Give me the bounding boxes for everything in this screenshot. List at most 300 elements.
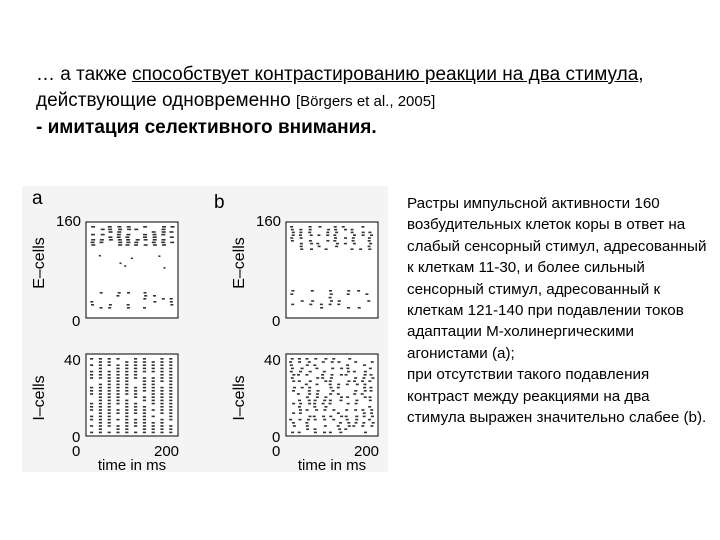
spike-mark: [90, 374, 93, 376]
spike-mark: [292, 390, 295, 392]
spike-mark: [108, 409, 111, 411]
spike-mark: [143, 236, 147, 238]
spike-mark: [99, 432, 102, 434]
spike-mark: [99, 377, 102, 379]
spike-mark: [359, 248, 362, 250]
spike-mark: [315, 409, 318, 411]
spike-mark: [299, 412, 302, 414]
spike-mark: [108, 406, 111, 408]
spike-mark: [332, 390, 335, 392]
spike-mark: [308, 387, 311, 389]
spike-mark: [152, 368, 155, 370]
spike-mark: [353, 393, 356, 395]
spike-mark: [364, 432, 367, 434]
spike-mark: [108, 390, 111, 392]
slide-heading: [36, 62, 706, 141]
spike-mark: [144, 292, 147, 294]
spike-mark: [160, 409, 163, 411]
spike-mark: [290, 226, 293, 228]
spike-mark: [345, 374, 348, 376]
spike-mark: [326, 234, 329, 236]
spike-mark: [152, 380, 155, 382]
spike-mark: [127, 307, 130, 309]
spike-mark: [347, 422, 350, 424]
spike-mark: [152, 377, 155, 379]
spike-mark: [345, 416, 348, 418]
spike-mark: [311, 300, 314, 302]
spike-mark: [99, 371, 102, 373]
i-ytick-top-a: 40: [64, 352, 81, 369]
spike-mark: [362, 232, 365, 234]
spike-mark: [301, 300, 304, 302]
spike-mark: [297, 393, 300, 395]
spike-mark: [291, 304, 294, 306]
spike-mark: [134, 361, 137, 363]
spike-mark: [368, 380, 371, 382]
e-raster-a: [86, 222, 178, 318]
i-raster-b: [286, 354, 378, 436]
spike-mark: [143, 226, 147, 228]
spike-mark: [329, 393, 332, 395]
spike-mark: [308, 232, 311, 234]
i-ytick-bottom-a: 0: [72, 429, 81, 446]
spike-mark: [134, 368, 137, 370]
spike-mark: [362, 422, 365, 424]
spike-mark: [90, 419, 93, 421]
spike-mark: [314, 419, 317, 421]
spike-mark: [329, 400, 332, 402]
spike-mark: [125, 409, 128, 411]
spike-mark: [99, 368, 102, 370]
spike-mark: [169, 384, 172, 386]
spike-mark: [134, 425, 137, 427]
spike-mark: [108, 416, 111, 418]
spike-mark: [116, 384, 119, 386]
spike-mark: [125, 406, 128, 408]
xtick-left-a: 0: [72, 443, 81, 460]
spike-mark: [116, 371, 119, 373]
spike-mark: [160, 377, 163, 379]
spike-mark: [143, 400, 146, 402]
spike-mark: [344, 229, 347, 231]
spike-mark: [289, 419, 292, 421]
spike-mark: [317, 234, 320, 236]
spike-mark: [340, 400, 343, 402]
spike-mark: [91, 226, 95, 228]
spike-mark: [143, 387, 146, 389]
spike-mark: [134, 229, 138, 231]
spike-mark: [99, 387, 102, 389]
spike-mark: [329, 380, 332, 382]
xlabel-a: time in ms: [97, 457, 167, 472]
spike-mark: [362, 234, 365, 236]
spike-mark: [346, 396, 349, 398]
spike-mark: [334, 237, 337, 239]
spike-mark: [160, 374, 163, 376]
spike-mark: [99, 390, 102, 392]
spike-mark: [353, 234, 356, 236]
i-cells-ylabel-b: I–cells: [231, 375, 248, 421]
spike-mark: [143, 358, 146, 360]
spike-mark: [131, 258, 133, 260]
spike-mark: [325, 248, 328, 250]
spike-mark: [344, 428, 347, 430]
spike-mark: [310, 248, 313, 250]
spike-mark: [99, 393, 102, 395]
spike-mark: [331, 368, 334, 370]
spike-mark: [300, 243, 303, 245]
spike-mark: [169, 374, 172, 376]
spike-mark: [337, 304, 340, 306]
spike-mark: [337, 387, 340, 389]
spike-mark: [169, 425, 172, 427]
spike-mark: [338, 361, 341, 363]
spike-mark: [160, 387, 163, 389]
spike-mark: [344, 237, 347, 239]
spike-mark: [170, 301, 173, 303]
spike-mark: [124, 265, 126, 267]
spike-mark: [321, 374, 324, 376]
spike-mark: [309, 226, 312, 228]
spike-mark: [348, 425, 351, 427]
spike-mark: [339, 422, 342, 424]
i-raster-a: [86, 354, 178, 436]
spike-mark: [152, 428, 155, 430]
spike-mark: [169, 393, 172, 395]
spike-mark: [355, 403, 358, 405]
spike-mark: [169, 403, 172, 405]
spike-mark: [125, 419, 128, 421]
spike-mark: [160, 361, 163, 363]
spike-mark: [99, 255, 101, 257]
spike-mark: [316, 384, 319, 386]
spike-mark: [361, 226, 364, 228]
spike-mark: [347, 290, 350, 292]
spike-mark: [292, 232, 295, 234]
spike-mark: [329, 432, 332, 434]
spike-mark: [125, 412, 128, 414]
spike-mark: [292, 412, 295, 414]
spike-mark: [348, 358, 351, 360]
spike-mark: [300, 248, 303, 250]
spike-mark: [324, 396, 327, 398]
spike-mark: [125, 403, 128, 405]
spike-mark: [143, 422, 146, 424]
spike-mark: [160, 371, 163, 373]
spike-mark: [370, 425, 373, 427]
spike-mark: [347, 371, 350, 373]
spike-mark: [292, 374, 295, 376]
spike-mark: [169, 419, 172, 421]
spike-mark: [293, 387, 296, 389]
spike-mark: [354, 377, 357, 379]
spike-mark: [330, 377, 333, 379]
spike-mark: [330, 293, 333, 295]
spike-mark: [335, 232, 338, 234]
spike-mark: [143, 380, 146, 382]
spike-mark: [291, 377, 294, 379]
spike-mark: [90, 358, 93, 360]
spike-mark: [90, 409, 93, 411]
spike-mark: [99, 358, 102, 360]
spike-mark: [134, 377, 137, 379]
spike-mark: [162, 298, 165, 300]
spike-mark: [352, 425, 355, 427]
spike-mark: [116, 432, 119, 434]
spike-mark: [367, 300, 370, 302]
spike-mark: [143, 377, 146, 379]
spike-mark: [326, 232, 329, 234]
spike-mark: [153, 301, 156, 303]
spike-mark: [99, 422, 102, 424]
spike-mark: [127, 304, 130, 306]
spike-mark: [170, 236, 174, 238]
spike-mark: [334, 226, 337, 228]
spike-mark: [361, 425, 364, 427]
spike-mark: [369, 396, 372, 398]
spike-mark: [291, 432, 294, 434]
spike-mark: [108, 387, 111, 389]
spike-mark: [353, 380, 356, 382]
spike-mark: [116, 400, 119, 402]
spike-mark: [170, 242, 174, 244]
e-raster-b: [286, 222, 378, 318]
spike-mark: [368, 240, 371, 242]
spike-mark: [329, 297, 332, 299]
spike-mark: [143, 390, 146, 392]
spike-mark: [108, 377, 111, 379]
spike-mark: [162, 244, 166, 246]
spike-mark: [306, 358, 309, 360]
spike-mark: [353, 371, 356, 373]
spike-mark: [329, 403, 332, 405]
spike-mark: [108, 361, 111, 363]
spike-mark: [125, 422, 128, 424]
spike-mark: [152, 242, 156, 244]
spike-mark: [310, 234, 313, 236]
spike-mark: [144, 295, 147, 297]
spike-mark: [108, 371, 111, 373]
spike-mark: [346, 364, 349, 366]
spike-mark: [305, 384, 308, 386]
spike-mark: [109, 304, 112, 306]
spike-mark: [289, 361, 292, 363]
spike-mark: [335, 246, 338, 248]
spike-mark: [371, 377, 374, 379]
spike-mark: [347, 293, 350, 295]
spike-mark: [369, 368, 372, 370]
spike-mark: [329, 290, 332, 292]
spike-mark: [127, 229, 131, 231]
spike-mark: [134, 403, 137, 405]
spike-mark: [371, 416, 374, 418]
spike-mark: [308, 390, 311, 392]
spike-mark: [327, 229, 330, 231]
spike-mark: [305, 374, 308, 376]
spike-mark: [337, 393, 340, 395]
spike-mark: [116, 377, 119, 379]
spike-mark: [370, 374, 373, 376]
spike-mark: [323, 432, 326, 434]
spike-mark: [299, 419, 302, 421]
spike-mark: [125, 425, 128, 427]
spike-mark: [90, 406, 93, 408]
spike-mark: [368, 419, 371, 421]
spike-mark: [162, 231, 166, 233]
spike-mark: [363, 387, 366, 389]
spike-mark: [108, 419, 111, 421]
spike-mark: [361, 409, 364, 411]
spike-mark: [362, 377, 365, 379]
spike-mark: [356, 384, 359, 386]
spike-mark: [331, 361, 334, 363]
spike-mark: [143, 396, 146, 398]
spike-mark: [108, 396, 111, 398]
spike-mark: [100, 292, 103, 294]
spike-mark: [136, 239, 140, 241]
spike-mark: [314, 432, 317, 434]
spike-mark: [369, 400, 372, 402]
spike-mark: [99, 419, 102, 421]
spike-mark: [99, 384, 102, 386]
e-cells-ylabel-b: E–cells: [231, 237, 248, 289]
spike-mark: [125, 380, 128, 382]
spike-mark: [313, 403, 316, 405]
spike-mark: [368, 246, 371, 248]
spike-mark: [90, 301, 93, 303]
spike-mark: [368, 237, 371, 239]
spike-mark: [321, 377, 324, 379]
spike-mark: [101, 234, 105, 236]
spike-mark: [346, 368, 349, 370]
spike-mark: [354, 361, 357, 363]
spike-mark: [309, 416, 312, 418]
spike-mark: [306, 396, 309, 398]
spike-mark: [169, 371, 172, 373]
spike-mark: [134, 432, 137, 434]
spike-mark: [342, 226, 345, 228]
spike-mark: [338, 300, 341, 302]
spike-mark: [347, 380, 350, 382]
e-ytick-top-a: 160: [56, 213, 82, 230]
spike-mark: [352, 240, 355, 242]
spike-mark: [290, 293, 293, 295]
spike-mark: [169, 428, 172, 430]
spike-mark: [364, 371, 367, 373]
spike-mark: [292, 380, 295, 382]
spike-mark: [291, 229, 294, 231]
spike-mark: [116, 295, 119, 297]
spike-mark: [169, 377, 172, 379]
spike-mark: [354, 409, 357, 411]
spike-mark: [126, 234, 130, 236]
spike-mark: [323, 400, 326, 402]
spike-mark: [309, 240, 312, 242]
spike-mark: [125, 393, 128, 395]
spike-mark: [143, 361, 146, 363]
spike-mark: [134, 406, 137, 408]
spike-mark: [323, 371, 326, 373]
spike-mark: [170, 298, 173, 300]
spike-mark: [322, 361, 325, 363]
spike-mark: [365, 293, 368, 295]
spike-mark: [116, 425, 119, 427]
spike-mark: [160, 396, 163, 398]
spike-mark: [160, 412, 163, 414]
spike-mark: [153, 234, 157, 236]
spike-mark: [330, 387, 333, 389]
spike-mark: [126, 244, 130, 246]
spike-mark: [160, 419, 163, 421]
spike-mark: [164, 267, 166, 269]
caption-paragraph-1: Растры импульсной активности 160 возбудительных клеток коры в ответ на слабый сенсорный стимул, адресованный к клеткам 11-30, и более сильный сенсорный стимул, адресованный к клеткам 121-140 при подавлении токов адаптации М-холинергическими агонистами (a);: [407, 195, 707, 362]
spike-mark: [160, 393, 163, 395]
spike-mark: [120, 263, 122, 265]
spike-mark: [314, 400, 317, 402]
spike-mark: [346, 384, 349, 386]
spike-mark: [162, 226, 166, 228]
spike-mark: [351, 248, 354, 250]
spike-mark: [171, 226, 175, 228]
spike-mark: [91, 234, 95, 236]
spike-mark: [358, 307, 361, 309]
spike-mark: [160, 432, 163, 434]
spike-mark: [153, 236, 157, 238]
spike-mark: [291, 290, 294, 292]
e-ytick-bottom-a: 0: [72, 313, 81, 330]
spike-mark: [117, 234, 121, 236]
spike-mark: [320, 307, 323, 309]
heading-underlined: способствует контрастированию реакции на два стимула: [132, 64, 639, 85]
spike-mark: [108, 384, 111, 386]
spike-mark: [116, 364, 119, 366]
spike-mark: [90, 364, 93, 366]
spike-mark: [333, 240, 336, 242]
spike-mark: [308, 393, 311, 395]
spike-mark: [160, 400, 163, 402]
spike-mark: [354, 390, 357, 392]
spike-mark: [116, 428, 119, 430]
spike-mark: [351, 232, 354, 234]
spike-mark: [334, 229, 337, 231]
spike-mark: [309, 371, 312, 373]
spike-mark: [332, 358, 335, 360]
spike-mark: [109, 231, 113, 233]
spike-mark: [134, 409, 137, 411]
spike-mark: [116, 412, 119, 414]
spike-mark: [90, 377, 93, 379]
spike-mark: [299, 409, 302, 411]
heading-text-1: … а также: [36, 64, 133, 85]
spike-mark: [169, 387, 172, 389]
spike-mark: [125, 236, 129, 238]
spike-mark: [363, 416, 366, 418]
spike-mark: [116, 358, 119, 360]
spike-mark: [332, 409, 335, 411]
spike-mark: [169, 364, 172, 366]
spike-mark: [170, 231, 174, 233]
spike-mark: [162, 229, 166, 231]
spike-mark: [169, 380, 172, 382]
spike-mark: [99, 403, 102, 405]
spike-mark: [117, 226, 121, 228]
spike-mark: [108, 425, 111, 427]
spike-mark: [300, 237, 303, 239]
spike-mark: [299, 234, 302, 236]
spike-mark: [169, 409, 172, 411]
spike-mark: [313, 364, 316, 366]
spike-mark: [152, 400, 155, 402]
